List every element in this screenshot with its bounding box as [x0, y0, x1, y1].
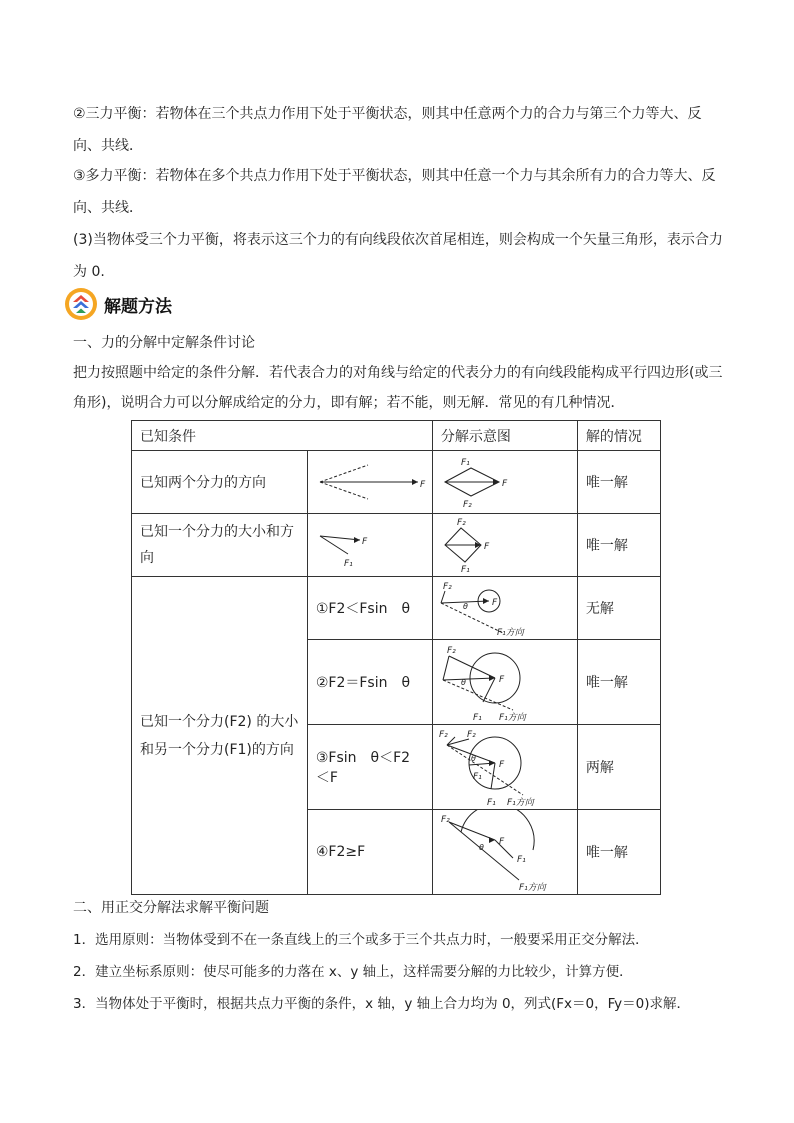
svg-text:θ: θ: [462, 602, 468, 611]
svg-text:F₁方向: F₁方向: [506, 798, 534, 808]
svg-text:F₁: F₁: [472, 713, 482, 723]
table-row: [132, 577, 661, 640]
row2-given-figure: [307, 514, 432, 577]
svg-text:F: F: [419, 480, 426, 490]
svg-text:F: F: [498, 760, 505, 770]
section2-item-2: 2．建立坐标系原则：使尽可能多的力落在 x、y 轴上，这样需要分解的力比较少，计算方便．: [73, 964, 633, 980]
section2-item-1: 1．选用原则：当物体受到不在一条直线上的三个或多于三个共点力时，一般要采用正交分解法．: [73, 932, 649, 948]
merged-condition: 已知一个分力(F2) 的大小和另一个分力(F1)的方向: [132, 577, 308, 895]
svg-text:θ: θ: [478, 843, 484, 852]
section-heading: [64, 286, 172, 322]
svg-text:F₁方向: F₁方向: [498, 713, 526, 723]
heading-title: 解题方法: [104, 296, 172, 317]
section1-title: 一、力的分解中定解条件讨论: [73, 335, 255, 351]
header-diagram: 分解示意图: [432, 421, 577, 451]
svg-text:F₁: F₁: [472, 772, 482, 782]
table-row: [132, 451, 661, 514]
row2-result: 唯一解: [577, 514, 660, 577]
svg-text:F: F: [498, 675, 505, 685]
svg-text:F: F: [361, 537, 368, 547]
row1-diagram: [432, 451, 577, 514]
svg-text:θ: θ: [460, 678, 466, 687]
case4-diagram: [432, 810, 577, 895]
svg-text:F₁: F₁: [486, 798, 496, 808]
svg-text:F₁: F₁: [516, 855, 526, 865]
case3-diagram: [432, 725, 577, 810]
svg-text:F₁方向: F₁方向: [496, 628, 524, 638]
svg-text:θ: θ: [470, 754, 476, 763]
case4: ④F2≥F: [307, 810, 432, 895]
svg-text:F₁方向: F₁方向: [518, 883, 546, 893]
case1-diagram: [432, 577, 577, 640]
method-badge-icon: [64, 287, 98, 321]
case2-result: 唯一解: [577, 640, 660, 725]
section1-intro: 把力按照题中给定的条件分解．若代表合力的对角线与给定的代表分力的有向线段能构成平行四边形(或三角形)，说明合力可以分解成给定的分力，即有解；若不能，则无解．常见的有几种情况．: [73, 365, 723, 411]
case4-result: 唯一解: [577, 810, 660, 895]
svg-text:F₁: F₁: [460, 565, 470, 575]
row1-condition: 已知两个分力的方向: [132, 451, 308, 514]
para-three-force: ②三力平衡：若物体在三个共点力作用下处于平衡状态，则其中任意两个力的合力与第三个力等大、反向、共线．: [73, 106, 702, 154]
svg-text:F: F: [498, 837, 505, 847]
case2-diagram: [432, 640, 577, 725]
section2-item-3: 3．当物体处于平衡时，根据共点力平衡的条件，x 轴，y 轴上合力均为 0，列式(Fx＝0，Fy＝0)求解．: [73, 996, 691, 1012]
svg-text:F₂: F₂: [438, 730, 448, 740]
row2-diagram: [432, 514, 577, 577]
row1-given-figure: [307, 451, 432, 514]
header-condition: 已知条件: [132, 421, 433, 451]
table-row: [132, 514, 661, 577]
svg-text:F₂: F₂: [442, 582, 452, 592]
para-multi-force: ③多力平衡：若物体在多个共点力作用下处于平衡状态，则其中任意一个力与其余所有力的合力等大、反向、共线．: [73, 168, 716, 216]
svg-text:F₂: F₂: [440, 815, 450, 825]
case3: ③Fsin θ＜F2＜F: [307, 725, 432, 810]
svg-text:F₂: F₂: [466, 730, 476, 740]
section2-title: 二、用正交分解法求解平衡问题: [73, 900, 269, 916]
svg-text:F₂: F₂: [446, 646, 456, 656]
svg-text:F: F: [501, 479, 508, 489]
case1-result: 无解: [577, 577, 660, 640]
svg-text:F₁: F₁: [460, 458, 470, 468]
header-result: 解的情况: [577, 421, 660, 451]
svg-text:F₂: F₂: [462, 500, 472, 510]
svg-text:F: F: [483, 542, 490, 552]
table-header-row: [132, 421, 661, 451]
decomposition-table: [131, 420, 661, 895]
case2: ②F2＝Fsin θ: [307, 640, 432, 725]
row1-result: 唯一解: [577, 451, 660, 514]
svg-text:F₂: F₂: [456, 518, 466, 528]
case1: ①F2＜Fsin θ: [307, 577, 432, 640]
para-vector-triangle: (3)当物体受三个力平衡，将表示这三个力的有向线段依次首尾相连，则会构成一个矢量三角形，表示合力为 0.: [73, 232, 723, 280]
svg-text:F: F: [491, 598, 498, 608]
case3-result: 两解: [577, 725, 660, 810]
row2-condition: 已知一个分力的大小和方向: [132, 514, 308, 577]
svg-text:F₁: F₁: [343, 559, 353, 569]
